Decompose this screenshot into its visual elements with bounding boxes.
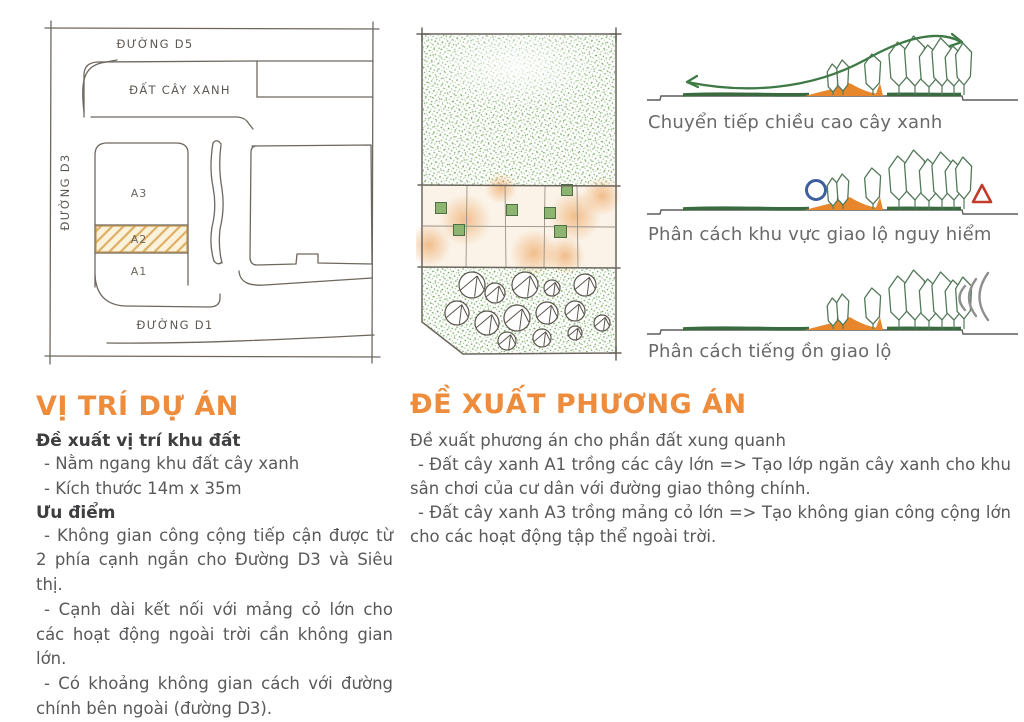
proposal-section-title: ĐỀ XUẤT PHƯƠNG ÁN — [410, 389, 747, 420]
plot-a3-label: A3 — [130, 187, 148, 200]
location-point: - Kích thước 14m x 35m — [44, 478, 242, 498]
road-d3-label: ĐƯỜNG D3 — [58, 153, 72, 231]
site-plan-sketch — [33, 17, 383, 369]
location-point: - Cạnh dài kết nối với mảng cỏ lớn cho các hoạt động ngoài trời cần không gian lớn. — [36, 599, 393, 669]
plaza-grid — [416, 172, 622, 277]
tree-area — [423, 267, 615, 353]
location-subheading-1: Đề xuất vị trí khu đất — [36, 431, 241, 451]
location-section — [36, 391, 393, 722]
green-lot-label: ĐẤT CÂY XANH — [129, 83, 231, 97]
diagram-caption-3: Phân cách tiếng ồn giao lộ — [648, 341, 892, 362]
location-subheading-2: Ưu điểm — [36, 502, 116, 523]
right-block-outline — [250, 145, 372, 265]
plan-border-left — [50, 21, 51, 364]
plot-a2-label: A2 — [130, 233, 148, 246]
plan-border-bottom — [45, 356, 380, 357]
location-point: - Nằm ngang khu đất cây xanh — [44, 454, 300, 473]
diagram-caption-2: Phân cách khu vực giao lộ nguy hiểm — [648, 224, 992, 245]
diagram-height-transition — [645, 16, 1020, 116]
diagram-intersection-separation — [645, 130, 1020, 230]
diagram-caption-1: Chuyển tiếp chiều cao cây xanh — [648, 112, 943, 133]
proposal-intro: Đề xuất phương án cho phần đất xung quanh — [410, 431, 786, 450]
circle-marker-icon — [807, 181, 826, 200]
proposal-point: - Đất cây xanh A3 trồng mảng cỏ lớn => Tạo không gian công cộng lớn cho các hoạt động tập thể ngoài trời. — [410, 502, 1011, 546]
grass-area — [423, 25, 615, 185]
road-d5-label: ĐƯỜNG D5 — [116, 37, 194, 51]
location-point: - Có khoảng không gian cách với đường chính bên ngoài (đường D3). — [36, 674, 393, 718]
diagram-noise-separation — [645, 250, 1020, 350]
plot-a1-label: A1 — [130, 265, 148, 278]
road-d1-label: ĐƯỜNG D1 — [136, 318, 214, 332]
triangle-marker-icon — [973, 185, 991, 202]
location-point: - Không gian công cộng tiếp cận được từ 2 phía cạnh ngắn cho Đường D3 và Siêu thị. — [36, 525, 393, 594]
proposal-section — [410, 389, 1011, 549]
location-section-title: VỊ TRÍ DỰ ÁN — [36, 391, 239, 422]
plan-border-top — [45, 28, 379, 29]
landscape-texture-plan — [416, 22, 622, 364]
plan-border-right — [372, 22, 373, 363]
proposal-point: - Đất cây xanh A1 trồng các cây lớn => Tạo lớp ngăn cây xanh cho khu sân chơi của cư dân với đường giao thông chính. — [410, 454, 1011, 498]
